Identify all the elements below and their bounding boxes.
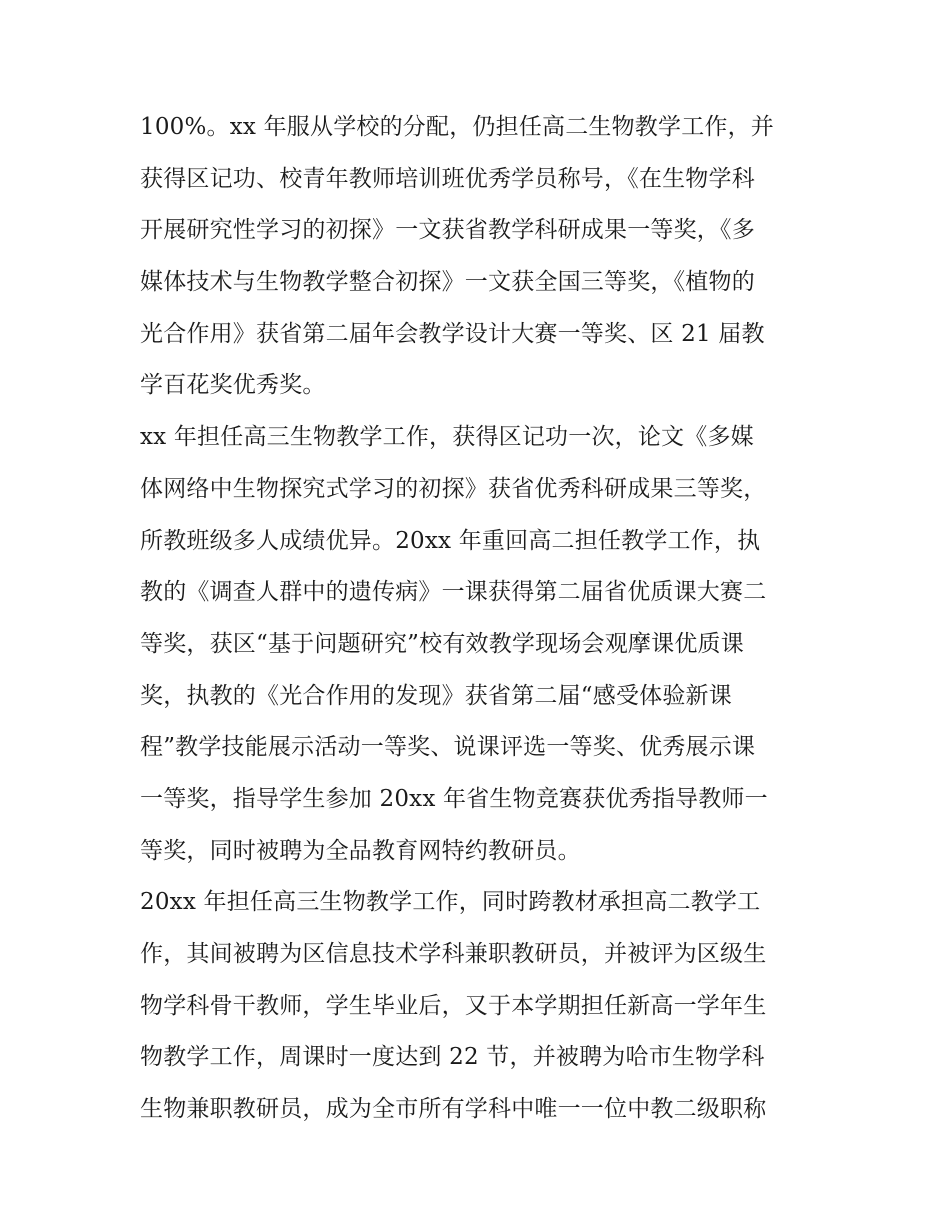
text-line: 获得区记功、校青年教师培训班优秀学员称号，《在生物学科 (140, 165, 755, 192)
text-line: xx 年担任高三生物教学工作，获得区记功一次，论文《多媒 (140, 424, 754, 451)
text-line: 程”教学技能展示活动一等奖、说课评选一等奖、优秀展示课 (140, 734, 756, 761)
text-line: 开展研究性学习的初探》一文获省教学科研成果一等奖，《多 (140, 217, 755, 244)
text-line: 媒体技术与生物教学整合初探》一文获全国三等奖，《植物的 (140, 269, 755, 296)
text-line: 20xx 年担任高三生物教学工作，同时跨教材承担高二教学工 (140, 889, 761, 916)
text-line: 生物兼职教研员，成为全市所有学科中唯一一位中教二级职称 (140, 1096, 767, 1123)
text-line: 奖，执教的《光合作用的发现》获省第二届“感受体验新课 (140, 682, 732, 709)
text-line: 物学科骨干教师，学生毕业后，又于本学期担任新高一学年生 (140, 992, 767, 1019)
text-line: 物教学工作，周课时一度达到 22 节，并被聘为哈市生物学科 (140, 1044, 765, 1071)
text-line: 所教班级多人成绩优异。20xx 年重回高二担任教学工作，执 (140, 527, 761, 554)
text-line: 100%。xx 年服从学校的分配，仍担任高二生物教学工作，并 (140, 114, 775, 140)
text-line: 等奖，同时被聘为全品教育网特约教研员。 (140, 837, 581, 864)
text-line: 教的《调查人群中的遗传病》一课获得第二届省优质课大赛二 (140, 579, 767, 606)
text-line: 作，其间被聘为区信息技术学科兼职教研员，并被评为区级生 (140, 941, 767, 967)
text-line: 等奖，获区“基于问题研究”校有效教学现场会观摩课优质课 (140, 630, 744, 657)
text-line: 一等奖，指导学生参加 20xx 年省生物竞赛获优秀指导教师一 (140, 785, 768, 812)
text-line: 体网络中生物探究式学习的初探》获省优秀科研成果三等奖， (140, 475, 767, 502)
text-line: 光合作用》获省第二届年会教学设计大赛一等奖、区 21 届教 (140, 320, 765, 347)
document-body (140, 102, 816, 1136)
text-line: 学百花奖优秀奖。 (140, 372, 326, 399)
